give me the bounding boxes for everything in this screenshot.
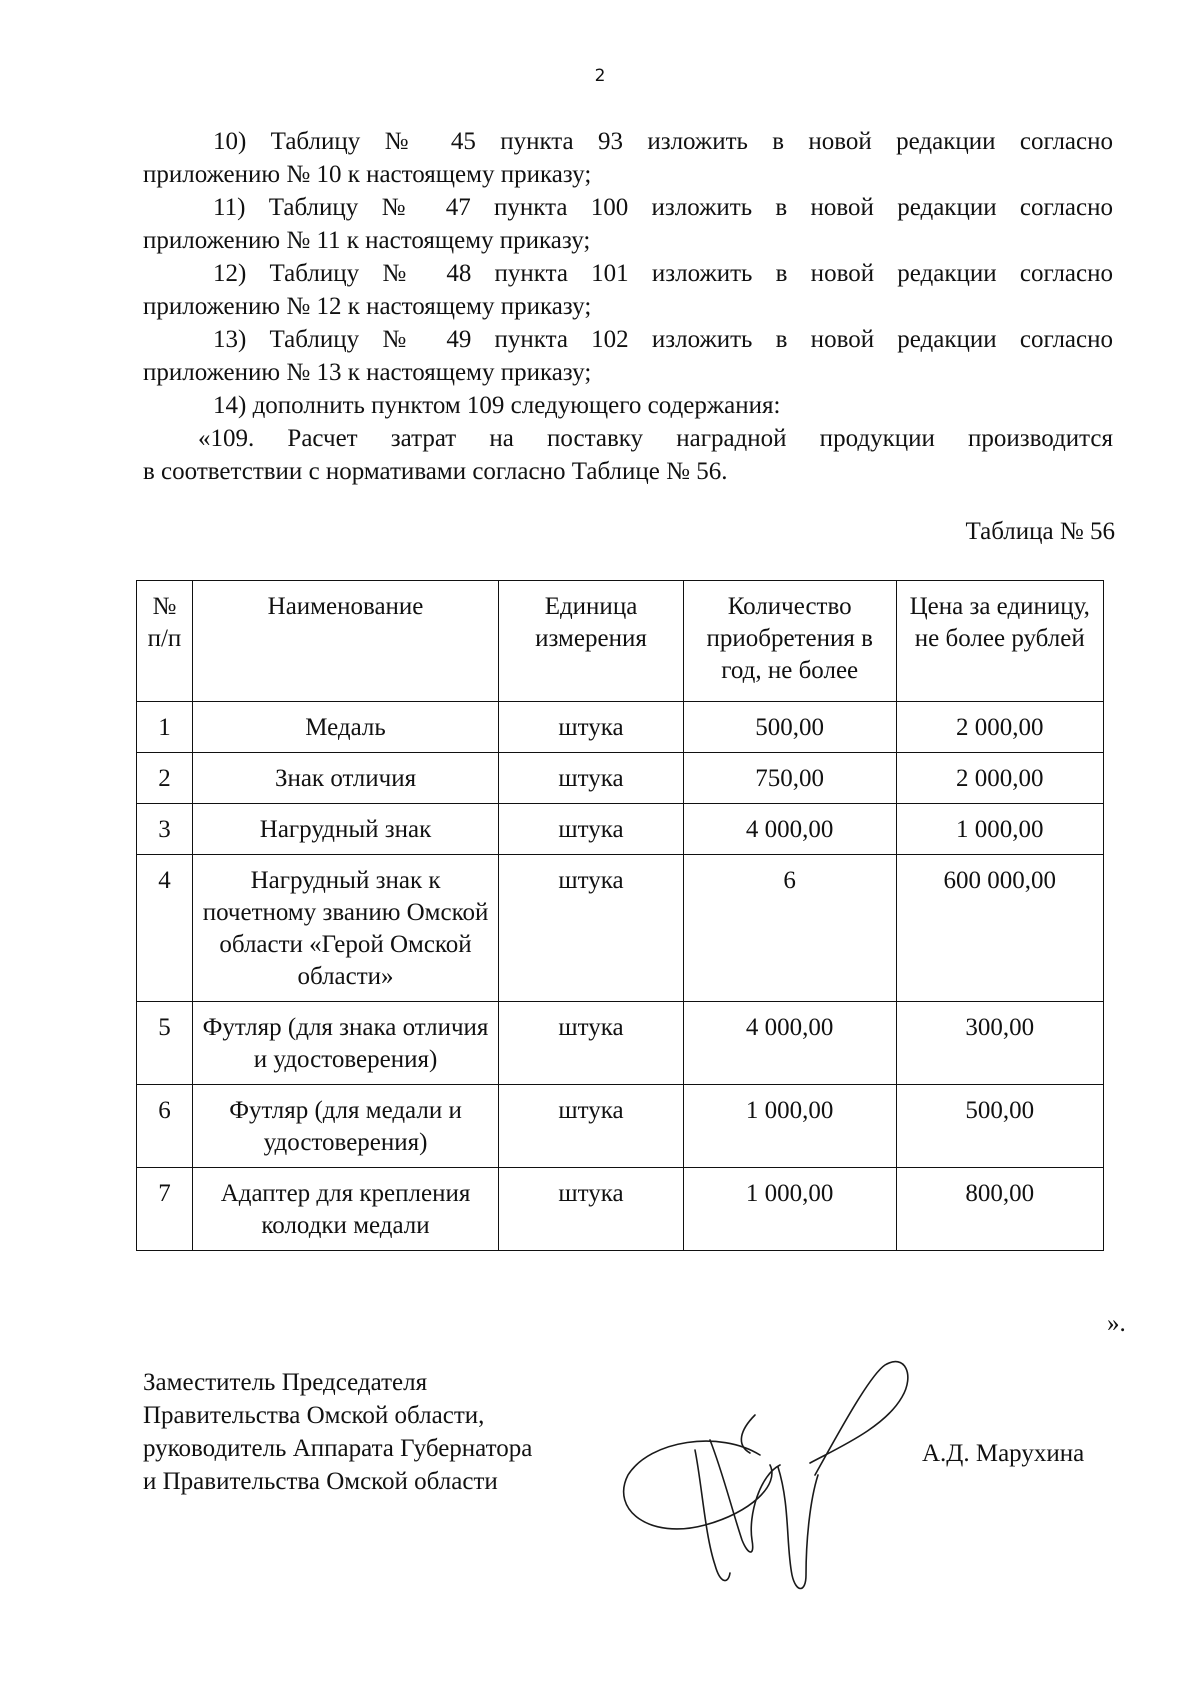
cell-quantity: 1 000,00: [683, 1168, 896, 1251]
norms-table: [136, 580, 1104, 1251]
paragraph-item-14: 14) дополнить пунктом 109 следующего содержания:: [213, 392, 781, 419]
paragraph-continuation: приложению № 13 к настоящему приказу;: [143, 359, 592, 386]
signatory-title-line: руководитель Аппарата Губернатора: [143, 1435, 533, 1462]
cell-name: Футляр (для медали и удостоверения): [192, 1085, 498, 1168]
table-row: [137, 753, 1104, 804]
header-name: Наименование: [192, 581, 498, 702]
quote-continuation: в соответствии с нормативами согласно Таблице № 56.: [143, 458, 728, 485]
paragraph-first-line: 13) Таблицу № 49 пункта 102 изложить в новой редакции согласно: [213, 326, 1113, 353]
cell-number: 5: [137, 1002, 193, 1085]
paragraph-first-line: 12) Таблицу № 48 пункта 101 изложить в новой редакции согласно: [213, 260, 1113, 287]
cell-number: 7: [137, 1168, 193, 1251]
table-row: [137, 702, 1104, 753]
table-header-row: [137, 581, 1104, 702]
cell-quantity: 1 000,00: [683, 1085, 896, 1168]
paragraph-first-line: 11) Таблицу № 47 пункта 100 изложить в новой редакции согласно: [213, 194, 1113, 221]
paragraph-item-11: [143, 191, 1113, 257]
paragraph-item-10: [143, 125, 1113, 191]
header-number: № п/п: [137, 581, 193, 702]
cell-name: Знак отличия: [192, 753, 498, 804]
cell-quantity: 4 000,00: [683, 1002, 896, 1085]
signatory-title-line: Правительства Омской области,: [143, 1402, 485, 1429]
quoted-clause-109: [143, 422, 1113, 488]
cell-unit: штука: [499, 1168, 684, 1251]
table-row: [137, 855, 1104, 1002]
cell-price: 600 000,00: [896, 855, 1103, 1002]
table-row: [137, 804, 1104, 855]
cell-price: 500,00: [896, 1085, 1103, 1168]
table-row: [137, 1085, 1104, 1168]
table-row: [137, 1168, 1104, 1251]
header-price: Цена за единицу, не более рублей: [896, 581, 1103, 702]
cell-quantity: 750,00: [683, 753, 896, 804]
cell-price: 2 000,00: [896, 702, 1103, 753]
cell-name: Нагрудный знак: [192, 804, 498, 855]
cell-price: 2 000,00: [896, 753, 1103, 804]
cell-name: Нагрудный знак к почетному званию Омской области «Герой Омской области»: [192, 855, 498, 1002]
cell-number: 1: [137, 702, 193, 753]
paragraph-continuation: приложению № 11 к настоящему приказу;: [143, 227, 591, 254]
table-caption: Таблица № 56: [965, 518, 1115, 545]
signer-name: А.Д. Марухина: [922, 1440, 1085, 1467]
cell-price: 800,00: [896, 1168, 1103, 1251]
closing-quote: ».: [1107, 1310, 1126, 1337]
cell-quantity: 500,00: [683, 702, 896, 753]
cell-quantity: 6: [683, 855, 896, 1002]
cell-name: Футляр (для знака отличия и удостоверения): [192, 1002, 498, 1085]
handwritten-signature: [610, 1335, 930, 1595]
header-quantity: Количество приобретения в год, не более: [683, 581, 896, 702]
header-unit: Единица измерения: [499, 581, 684, 702]
signatory-title: [143, 1366, 532, 1498]
cell-number: 3: [137, 804, 193, 855]
cell-unit: штука: [499, 1002, 684, 1085]
page-number: 2: [594, 66, 606, 86]
order-text: [143, 125, 1113, 488]
cell-unit: штука: [499, 702, 684, 753]
quote-first-line: «109. Расчет затрат на поставку наградной продукции производится: [198, 425, 1113, 452]
table-row: [137, 1002, 1104, 1085]
paragraph-item-13: [143, 323, 1113, 389]
cell-number: 4: [137, 855, 193, 1002]
signatory-title-line: Заместитель Председателя: [143, 1369, 428, 1396]
cell-unit: штука: [499, 753, 684, 804]
cell-price: 1 000,00: [896, 804, 1103, 855]
cell-name: Медаль: [192, 702, 498, 753]
signatory-title-line: и Правительства Омской области: [143, 1468, 498, 1495]
paragraph-item-12: [143, 257, 1113, 323]
cell-name: Адаптер для крепления колодки медали: [192, 1168, 498, 1251]
cell-price: 300,00: [896, 1002, 1103, 1085]
cell-unit: штука: [499, 804, 684, 855]
paragraph-first-line: 10) Таблицу № 45 пункта 93 изложить в новой редакции согласно: [213, 128, 1113, 155]
paragraph-continuation: приложению № 12 к настоящему приказу;: [143, 293, 592, 320]
cell-unit: штука: [499, 855, 684, 1002]
cell-number: 2: [137, 753, 193, 804]
cell-unit: штука: [499, 1085, 684, 1168]
paragraph-continuation: приложению № 10 к настоящему приказу;: [143, 161, 592, 188]
cell-quantity: 4 000,00: [683, 804, 896, 855]
cell-number: 6: [137, 1085, 193, 1168]
